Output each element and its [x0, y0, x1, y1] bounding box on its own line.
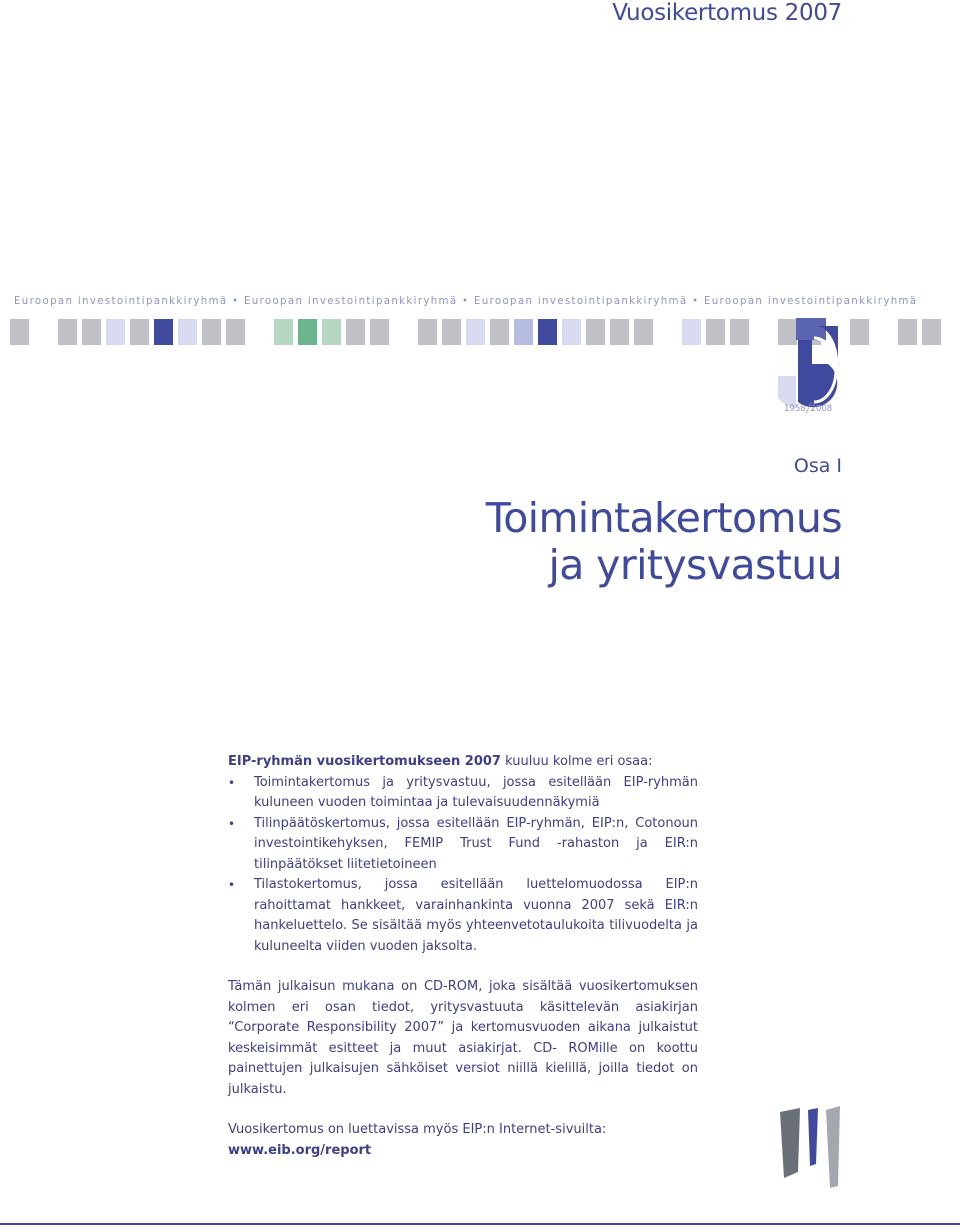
- web-paragraph: [228, 1120, 698, 1161]
- logo-year-separator: /: [804, 401, 812, 417]
- color-block: [106, 319, 125, 345]
- logo-years: [784, 401, 833, 417]
- color-block: [538, 319, 557, 345]
- color-block: [394, 319, 413, 345]
- color-block: [418, 319, 437, 345]
- color-block: [754, 319, 773, 345]
- color-block: [130, 319, 149, 345]
- list-item: • Toimintakertomus ja yritysvastuu, jossa esitellään EIP-ryhmän kuluneen vuoden toimintaa ja tulevaisuudennäkymiä: [228, 773, 698, 814]
- color-block: [442, 319, 461, 345]
- color-block: [466, 319, 485, 345]
- logo-year-start: 1958: [784, 404, 806, 414]
- intro-rest: kuuluu kolme eri osaa:: [500, 754, 653, 769]
- eib-50-years-logo: [778, 318, 840, 408]
- color-block: [346, 319, 365, 345]
- list-item: • Tilinpäätöskertomus, jossa esitellään EIP-ryhmän, EIP:n, Cotonoun investointikehyksen, FEMIP Trust Fund -rahaston ja EIR:n tilinpäätökset liitetietoineen: [228, 814, 698, 876]
- color-block: [874, 319, 893, 345]
- color-block: [946, 319, 960, 345]
- color-block: [370, 319, 389, 345]
- list-item: • Tilastokertomus, jossa esitellään luettelomuodossa EIP:n rahoittamat hankkeet, varainhankinta vuonna 2007 sekä EIR:n hankeluettelo. Se sisältää myös yhteenvetotaulukoita tilivuodelta ja kuluneelta viiden vuoden jaksolta.: [228, 875, 698, 957]
- logo-year-end: 2008: [810, 404, 833, 414]
- color-block: [82, 319, 101, 345]
- color-block: [514, 319, 533, 345]
- color-block: [202, 319, 221, 345]
- main-title-line-2: ja yritysvastuu: [548, 541, 842, 589]
- decorative-brush-marks: [770, 1100, 850, 1190]
- color-block: [562, 319, 581, 345]
- color-block: [586, 319, 605, 345]
- body-text: [228, 752, 698, 1161]
- intro-line: [228, 752, 698, 773]
- color-block: [730, 319, 749, 345]
- color-block: [682, 319, 701, 345]
- color-block: [322, 319, 341, 345]
- color-block: [298, 319, 317, 345]
- color-block: [898, 319, 917, 345]
- bottom-rule: [0, 1223, 960, 1225]
- web-text: Vuosikertomus on luettavissa myös EIP:n Internet-sivuilta:: [228, 1122, 607, 1137]
- color-block: [250, 319, 269, 345]
- parts-list: [228, 773, 698, 958]
- report-link[interactable]: www.eib.org/report: [228, 1142, 372, 1158]
- color-block: [850, 319, 869, 345]
- document-title: Vuosikertomus 2007: [612, 0, 842, 26]
- color-block: [922, 319, 941, 345]
- color-block: [274, 319, 293, 345]
- cdrom-paragraph: Tämän julkaisun mukana on CD-ROM, joka sisältää vuosikertomuksen kolmen eri osan tiedot, yritysvastuuta käsittelevän asiakirjan “Corporate Responsibility 2007” ja kertomusvuoden aikana julkaistut keskeisimmät esitteet ja muut asiakirjat. CD- ROMille on koottu painettujen julkaisujen sähköiset versiot niillä kielillä, joilla tiedot on julkaistu.: [228, 979, 698, 1097]
- color-block: [658, 319, 677, 345]
- color-block: [34, 319, 53, 345]
- part-label: Osa I: [793, 455, 842, 477]
- main-title-line-1: Toimintakertomus: [485, 494, 842, 542]
- intro-bold: EIP-ryhmän vuosikertomukseen 2007: [228, 754, 501, 769]
- color-block: [178, 319, 197, 345]
- color-block: [10, 319, 29, 345]
- color-block: [610, 319, 629, 345]
- color-block: [706, 319, 725, 345]
- color-block: [490, 319, 509, 345]
- color-block: [58, 319, 77, 345]
- color-block: [634, 319, 653, 345]
- tagline-banner: Euroopan investointipankkiryhmä • Euroopan investointipankkiryhmä • Euroopan investointipankkiryhmä • Euroopan investointipankkiryhmä: [14, 296, 918, 307]
- color-block: [226, 319, 245, 345]
- main-title: [486, 495, 842, 589]
- color-block: [154, 319, 173, 345]
